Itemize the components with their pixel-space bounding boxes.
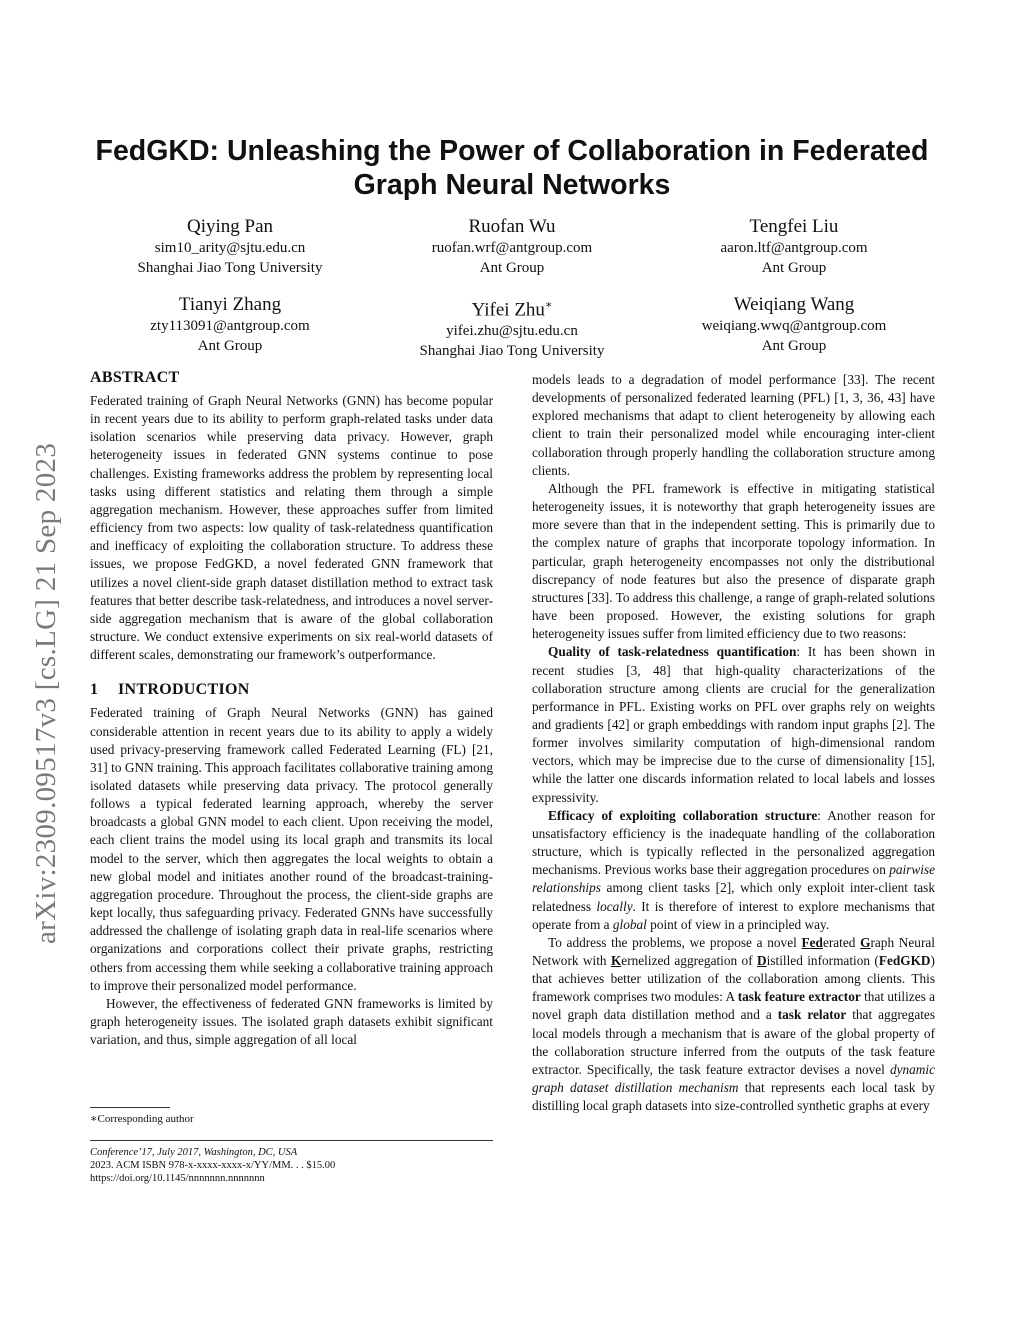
author-affiliation: Ant Group xyxy=(761,338,827,354)
right-column xyxy=(532,371,935,1115)
author-affiliation: Ant Group xyxy=(761,260,827,276)
author-block xyxy=(382,216,642,278)
intro-paragraph-2: However, the effectiveness of federated GNN frameworks is limited by graph heterogeneity issues. The isolated graph datasets exhibit significant variation, and thus, simple aggregation of all local xyxy=(90,995,493,1048)
abstract-heading: ABSTRACT xyxy=(90,369,180,386)
author-email: aaron.ltf@antgroup.com xyxy=(720,240,868,256)
author-name: Ruofan Wu xyxy=(468,216,556,237)
author-block xyxy=(100,216,360,278)
conference-isbn: 2023. ACM ISBN 978-x-xxxx-xxxx-x/YY/MM. . . $15.00 xyxy=(90,1160,336,1172)
arxiv-identifier: arXiv:2309.09517v3 [cs.LG] 21 Sep 2023 xyxy=(30,442,62,944)
author-email: sim10_arity@sjtu.edu.cn xyxy=(154,240,306,256)
author-affiliation: Ant Group xyxy=(479,260,545,276)
intro-paragraph-6: Efficacy of exploiting collaboration structure: Another reason for unsatisfactory efficiency is the inadequate handling of the collaboration structure, which is typically reflected in the personalized aggregation mechanisms. Previous works base their aggregation procedures on pairwise relationships among client tasks [2], which only exploit inter-client task relatedness locally. It is therefore of interest to explore mechanisms that operate from a global point of view in a principled way. xyxy=(532,807,935,932)
footnote: ∗Corresponding author xyxy=(90,1113,194,1125)
author-block xyxy=(100,294,360,361)
author-email: weiqiang.wwq@antgroup.com xyxy=(701,318,887,334)
conference-rule xyxy=(90,1140,493,1141)
author-email: ruofan.wrf@antgroup.com xyxy=(431,240,593,256)
corresponding-mark: ∗ xyxy=(544,299,553,311)
intro-paragraph-7: To address the problems, we propose a novel Federated Graph Neural Network with Kernelized aggregation of Distilled information (FedGKD) that achieves better utilization of the collaboration among clients. This framework comprises two modules: A task feature extractor that utilizes a novel graph data distillation method and a task relator that aggregates local models through a mechanism that is aware of the global property of the collaboration structure inferred from the outputs of the task feature extractor. Specifically, the task feature extractor devises a novel dynamic graph dataset distillation mechanism that represents each local task by distilling local graph datasets into size-controlled synthetic graphs at every xyxy=(532,934,935,1114)
section-number: 1 xyxy=(90,681,99,699)
author-row-1 xyxy=(100,216,924,278)
author-affiliation: Shanghai Jiao Tong University xyxy=(137,260,323,276)
section-title: INTRODUCTION xyxy=(118,681,250,699)
author-affiliation: Shanghai Jiao Tong University xyxy=(419,343,605,360)
author-row-2 xyxy=(100,294,924,361)
author-name: Weiqiang Wang xyxy=(733,294,855,315)
footnote-rule xyxy=(90,1107,170,1108)
paragraph-lead: Quality of task-relatedness quantification xyxy=(548,644,797,660)
introduction-heading xyxy=(90,680,493,700)
author-name: Yifei Zhu∗ xyxy=(471,299,553,321)
author-block xyxy=(664,216,924,278)
intro-paragraph-1: Federated training of Graph Neural Networks (GNN) has gained considerable attention in recent years due to its ability to apply a widely used privacy-preserving framework called Federated Learning (FL) [21, 31] to GNN training. This approach facilitates collaborative training among isolated datasets while preserving data privacy. The protocol generally follows a typical federated learning approach, whereby the server broadcasts a global GNN model to each client. Upon receiving the model, each client trains the model using its local graph and transmits its local model to the server, which then aggregates the local weights to obtain a new global model and initiates another round of the broadcast-training-aggregation procedure. Throughout the process, the client-side graphs are kept locally, thus safeguarding privacy. Federated GNNs have successfully addressed the challenge of isolating graph data in real-life scenarios where organizations and corporations collect their private graphs, restricting others from accessing them while seeking a collaborative training approach to improve their personalized model performance. xyxy=(90,705,493,993)
author-name: Qiying Pan xyxy=(186,216,274,237)
author-affiliation: Ant Group xyxy=(197,338,263,354)
left-column xyxy=(90,368,493,1049)
intro-paragraph-3: models leads to a degradation of model performance [33]. The recent developments of personalized federated learning (PFL) [1, 3, 36, 43] have explored mechanisms that adapt to client heterogeneity by allowing each client to train their personalized model while encouraging inter-client collaboration through properly handling the collaboration structure among clients. xyxy=(532,372,935,478)
author-block xyxy=(664,294,924,361)
intro-paragraph-4: Although the PFL framework is effective in mitigating statistical heterogeneity issues, it is noteworthy that graph heterogeneity issues are more severe than that in the independent setting. This is primarily due to the complex nature of graphs that incorporate topology information. In particular, graph heterogeneity encompasses not only the distributional discrepancy of node features but also the presence of disparate graph structures [33]. To address this challenge, a range of graph-related solutions have been proposed. However, the existing solutions for graph heterogeneity issues suffer from limited efficiency due to two reasons: xyxy=(532,480,935,642)
framework-name: FedGKD xyxy=(878,953,931,968)
author-email: zty113091@antgroup.com xyxy=(150,318,310,334)
author-block xyxy=(382,294,642,361)
paper-title: FedGKD: Unleashing the Power of Collaboration in Federated Graph Neural Networks xyxy=(95,135,929,201)
conference-doi[interactable]: https://doi.org/10.1145/nnnnnnn.nnnnnnn xyxy=(90,1173,265,1185)
paragraph-lead: Efficacy of exploiting collaboration structure xyxy=(548,807,818,823)
conference-venue: Conference’17, July 2017, Washington, DC, USA xyxy=(90,1147,298,1158)
abstract-text: Federated training of Graph Neural Networks (GNN) has become popular in recent years due to its ability to perform graph-related tasks under data isolation scenarios while preserving data privacy. However, graph heterogeneity issues in federated GNN systems continue to pose challenges. Existing frameworks address the problem by representing local tasks using different statistics and relating them through a simple aggregation mechanism. However, these approaches suffer from limited efficiency from two aspects: low quality of task-relatedness quantification and inefficacy of exploiting the collaboration structure. To address these issues, we propose FedGKD, a novel federated GNN framework that utilizes a novel client-side graph dataset distillation method to extract task features that better describe task-relatedness, and introduces a novel server-side aggregation mechanism that is aware of the global collaboration structure. We conduct extensive experiments on six real-world datasets of different scales, demonstrating our framework’s outperformance. xyxy=(90,393,493,663)
author-email: yifei.zhu@sjtu.edu.cn xyxy=(446,323,578,340)
author-name: Tengfei Liu xyxy=(749,216,839,237)
author-name: Tianyi Zhang xyxy=(178,294,282,315)
intro-paragraph-5: Quality of task-relatedness quantification: It has been shown in recent studies [3, 48] that high-quality characterizations of the collaboration structure among clients are crucial for the generalization performance in PFL. Existing works on PFL over graphs rely on weights and gradients [42] or graph embeddings with random input graphs [2]. The former involves similarity computation of high-dimensional random vectors, which may be imprecise due to the curse of dimensionality [15], while the latter one discards information related to local labels and losses expressivity. xyxy=(532,644,935,805)
conference-info xyxy=(90,1146,493,1186)
